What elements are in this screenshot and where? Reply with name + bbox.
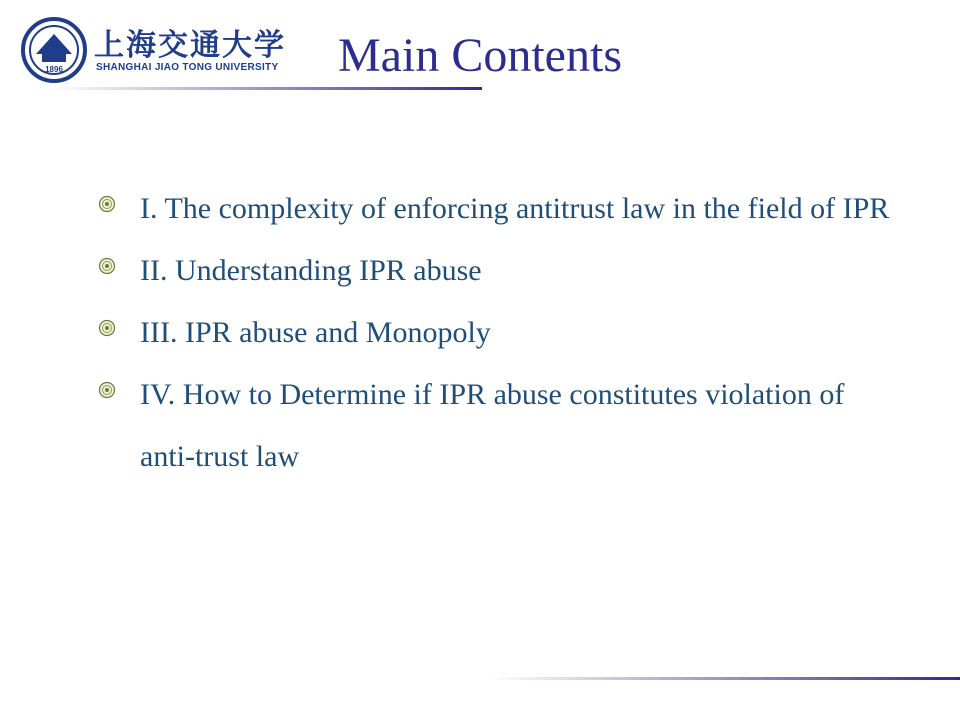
list-item-text: III. IPR abuse and Monopoly — [140, 316, 491, 349]
logo-chinese-name: 上海交通大学 — [94, 28, 286, 63]
bullet-icon — [98, 257, 116, 275]
list-item — [96, 364, 896, 488]
list-item — [96, 302, 896, 364]
bullet-icon — [98, 195, 116, 213]
list-item — [96, 240, 896, 302]
seal-year: 1896 — [45, 65, 63, 74]
bullet-icon — [98, 319, 116, 337]
slide-title: Main Contents — [338, 29, 622, 82]
list-item-text: I. The complexity of enforcing antitrust law in the field of IPR — [140, 192, 890, 225]
title-underline — [50, 86, 482, 92]
contents-list — [96, 178, 896, 488]
list-item — [96, 178, 896, 240]
bullet-icon — [98, 381, 116, 399]
logo-english-name: SHANGHAI JIAO TONG UNIVERSITY — [96, 62, 279, 73]
footer-decoration-line — [490, 676, 960, 682]
list-item-text: IV. How to Determine if IPR abuse constitutes violation of anti-trust law — [140, 378, 845, 473]
list-item-text: II. Understanding IPR abuse — [140, 254, 482, 287]
